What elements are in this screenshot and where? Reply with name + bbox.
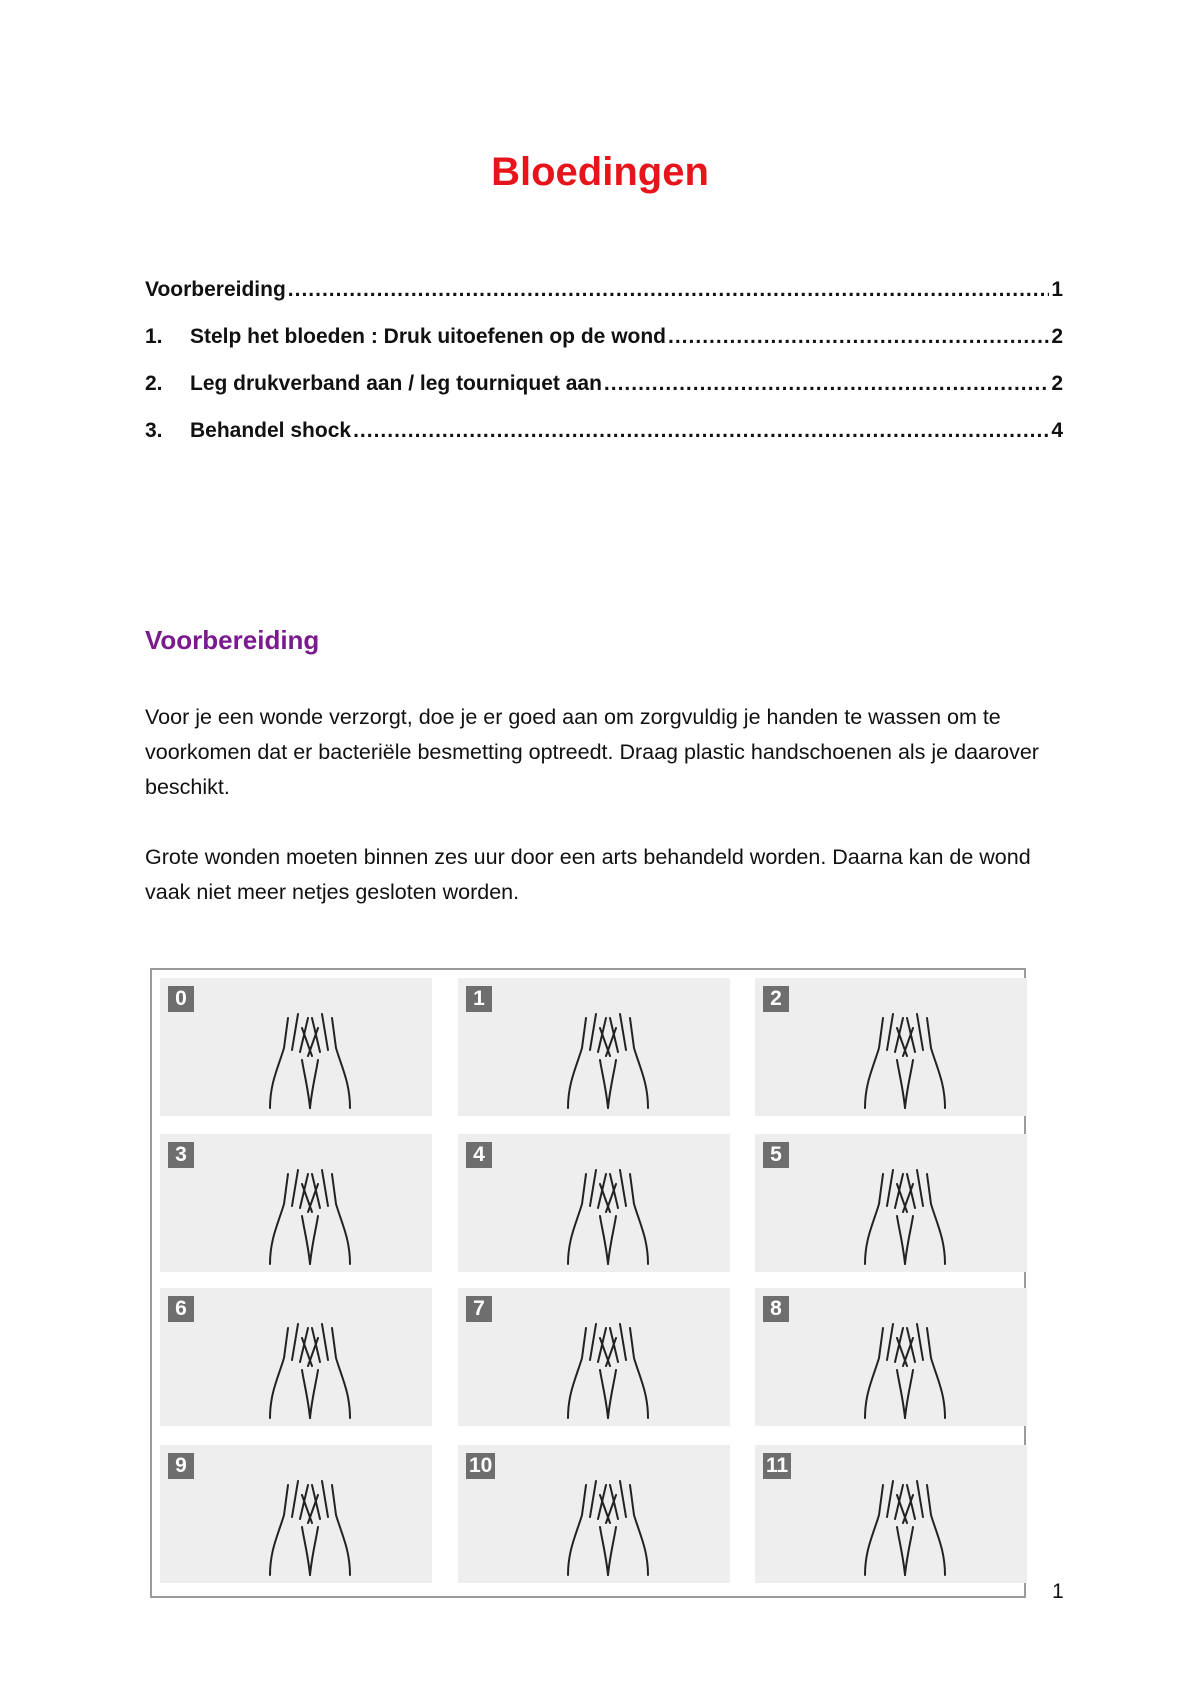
step-number: 4 [466, 1142, 492, 1168]
page-number: 1 [1052, 1580, 1064, 1603]
hand-illustration [458, 1288, 730, 1426]
step-number: 3 [168, 1142, 194, 1168]
hand-illustration [458, 1445, 730, 1583]
step-number: 8 [763, 1296, 789, 1322]
toc-entry-number: 2. [145, 372, 163, 395]
hand-illustration [160, 1288, 432, 1426]
hand-illustration [160, 1134, 432, 1272]
hand-illustration [755, 1445, 1027, 1583]
step-number: 2 [763, 986, 789, 1012]
section-heading: Voorbereiding [145, 625, 320, 655]
step-number: 5 [763, 1142, 789, 1168]
hand-illustration [458, 1134, 730, 1272]
toc-entry-label: Behandel shock [190, 419, 352, 442]
hand-illustration [755, 1288, 1027, 1426]
hand-illustration [160, 1445, 432, 1583]
step-panel [160, 1134, 432, 1272]
toc-entry-number: 1. [145, 325, 163, 348]
step-panel [160, 1445, 432, 1583]
toc-leader-dots [288, 278, 1050, 302]
step-panel [458, 1445, 730, 1583]
step-panel [755, 978, 1027, 1116]
step-number: 11 [763, 1453, 791, 1479]
toc-entry-label: Leg drukverband aan / leg tourniquet aan [190, 372, 602, 395]
step-panel [755, 1288, 1027, 1426]
toc-leader-dots [668, 325, 1049, 349]
step-panel [755, 1445, 1027, 1583]
document-title: Bloedingen [491, 150, 709, 194]
step-number: 9 [168, 1453, 194, 1479]
step-number: 6 [168, 1296, 194, 1322]
toc-entry-page: 2 [1051, 372, 1063, 395]
handwashing-steps-figure [150, 968, 1026, 1598]
table-of-contents [145, 278, 1063, 466]
body-paragraph: Voor je een wonde verzorgt, doe je er goed aan om zorgvuldig je handen te wassen om te voorkomen dat er bacteriële besmetting optreedt. Draag plastic handschoenen als je daarover beschikt. [145, 705, 1039, 799]
toc-entry-label: Voorbereiding [145, 278, 286, 301]
hand-illustration [755, 978, 1027, 1116]
step-panel [755, 1134, 1027, 1272]
toc-entry-label: Stelp het bloeden : Druk uitoefenen op de wond [190, 325, 667, 348]
step-number: 7 [466, 1296, 492, 1322]
step-number: 10 [466, 1453, 495, 1479]
step-number: 1 [466, 986, 492, 1012]
hand-illustration [160, 978, 432, 1116]
step-number: 0 [168, 986, 194, 1012]
step-panel [458, 978, 730, 1116]
step-panel [458, 1134, 730, 1272]
toc-entry-page: 2 [1051, 325, 1063, 348]
toc-leader-dots [353, 419, 1049, 443]
toc-entry[interactable] [145, 325, 1063, 372]
body-paragraph: Grote wonden moeten binnen zes uur door een arts behandeld worden. Daarna kan de wond vaak niet meer netjes gesloten worden. [145, 845, 1031, 904]
toc-entry-number: 3. [145, 419, 163, 442]
step-panel [160, 1288, 432, 1426]
hand-illustration [458, 978, 730, 1116]
toc-leader-dots [604, 372, 1049, 396]
step-panel [160, 978, 432, 1116]
toc-entry-page: 1 [1051, 278, 1063, 301]
toc-entry[interactable] [145, 278, 1063, 325]
toc-entry[interactable] [145, 372, 1063, 419]
step-panel [458, 1288, 730, 1426]
hand-illustration [755, 1134, 1027, 1272]
toc-entry[interactable] [145, 419, 1063, 466]
toc-entry-page: 4 [1051, 419, 1063, 442]
